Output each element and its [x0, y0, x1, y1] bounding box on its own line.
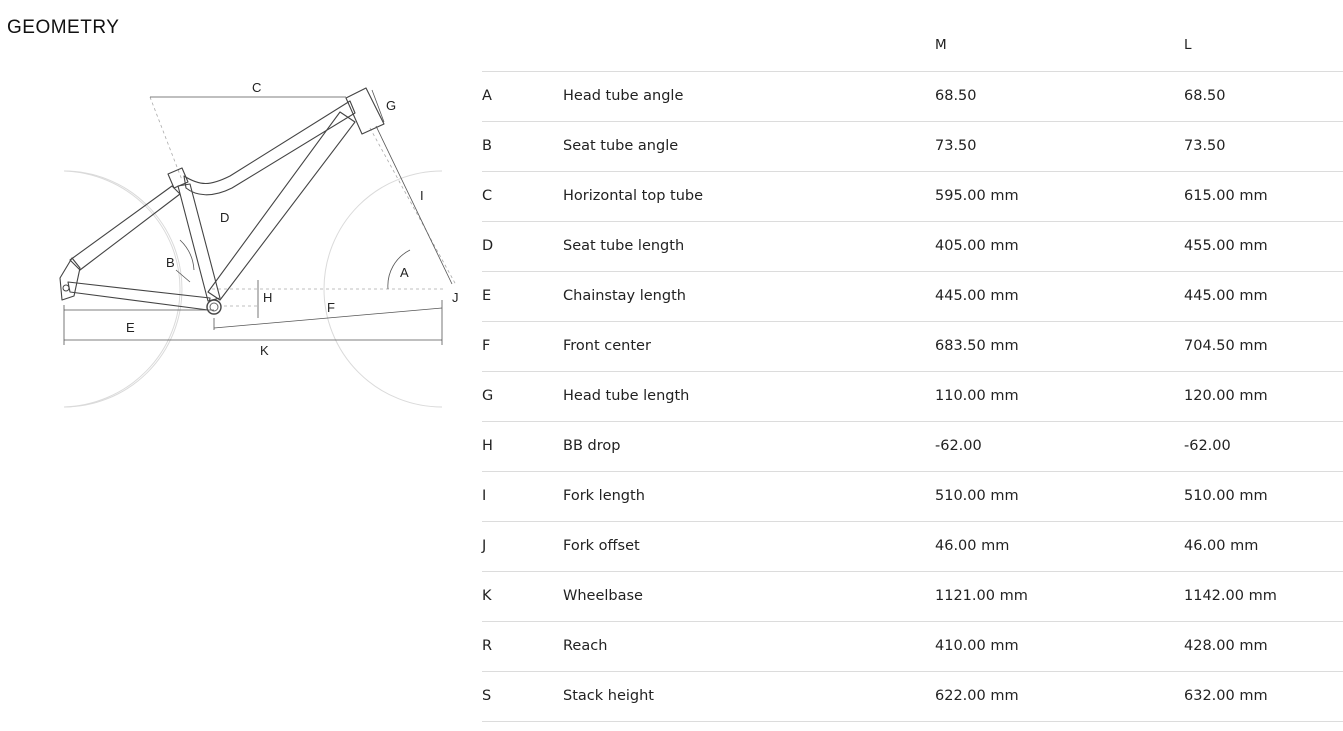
- diagram-label-j: J: [452, 290, 459, 305]
- steering-axis-line: [370, 128, 456, 285]
- down-tube: [208, 112, 355, 300]
- row-value-l: 68.50: [1184, 71, 1343, 121]
- geometry-table: [482, 20, 1343, 722]
- diagram-label-k: K: [260, 343, 269, 358]
- angle-arc-b: [180, 240, 194, 270]
- row-name: Horizontal top tube: [563, 171, 935, 221]
- rear-dropout: [60, 258, 80, 300]
- bike-geometry-diagram: [0, 0, 470, 420]
- table-row: [482, 421, 1343, 471]
- row-value-l: 120.00 mm: [1184, 371, 1343, 421]
- row-value-l: 428.00 mm: [1184, 621, 1343, 671]
- row-key: I: [482, 471, 563, 521]
- row-name: Seat tube length: [563, 221, 935, 271]
- row-value-m: 410.00 mm: [935, 621, 1184, 671]
- row-value-l: 510.00 mm: [1184, 471, 1343, 521]
- row-value-l: 455.00 mm: [1184, 221, 1343, 271]
- table-row: [482, 171, 1343, 221]
- row-value-m: 110.00 mm: [935, 371, 1184, 421]
- row-name: Chainstay length: [563, 271, 935, 321]
- row-key: G: [482, 371, 563, 421]
- row-name: BB drop: [563, 421, 935, 471]
- row-key: S: [482, 671, 563, 721]
- row-key: K: [482, 571, 563, 621]
- row-value-l: 46.00 mm: [1184, 521, 1343, 571]
- row-value-m: 622.00 mm: [935, 671, 1184, 721]
- table-row: [482, 471, 1343, 521]
- row-name: Reach: [563, 621, 935, 671]
- row-key: H: [482, 421, 563, 471]
- row-name: Wheelbase: [563, 571, 935, 621]
- row-value-l: 73.50: [1184, 121, 1343, 171]
- diagram-label-h: H: [263, 290, 273, 305]
- row-key: F: [482, 321, 563, 371]
- row-value-m: 68.50: [935, 71, 1184, 121]
- rear-wheel-outline-arc: [64, 171, 180, 407]
- row-value-m: 46.00 mm: [935, 521, 1184, 571]
- table-row: [482, 571, 1343, 621]
- geometry-table-body: [482, 71, 1343, 721]
- table-row: [482, 521, 1343, 571]
- row-value-m: 1121.00 mm: [935, 571, 1184, 621]
- bottom-bracket: [207, 300, 221, 314]
- row-value-m: 510.00 mm: [935, 471, 1184, 521]
- row-value-l: 445.00 mm: [1184, 271, 1343, 321]
- table-row: [482, 621, 1343, 671]
- bike-frame-drawing: [0, 0, 470, 420]
- row-value-m: 445.00 mm: [935, 271, 1184, 321]
- row-value-m: 73.50: [935, 121, 1184, 171]
- row-value-l: -62.00: [1184, 421, 1343, 471]
- row-value-l: 1142.00 mm: [1184, 571, 1343, 621]
- diagram-label-f: F: [327, 300, 335, 315]
- header-size-l: L: [1184, 20, 1343, 71]
- row-key: B: [482, 121, 563, 171]
- diagram-label-a: A: [400, 265, 409, 280]
- diagram-label-g: G: [386, 98, 397, 113]
- header-key: [482, 20, 563, 71]
- row-name: Stack height: [563, 671, 935, 721]
- table-row: [482, 121, 1343, 171]
- row-key: C: [482, 171, 563, 221]
- table-row: [482, 221, 1343, 271]
- angle-arc-b2: [176, 270, 190, 282]
- row-value-l: 632.00 mm: [1184, 671, 1343, 721]
- chain-stay: [68, 282, 210, 310]
- row-key: E: [482, 271, 563, 321]
- page-title: GEOMETRY: [7, 17, 120, 38]
- diagram-label-i: I: [420, 188, 424, 203]
- seat-stay: [70, 186, 180, 270]
- table-row: [482, 71, 1343, 121]
- diagram-label-b: B: [166, 255, 175, 270]
- diagram-label-d: D: [220, 210, 230, 225]
- row-name: Seat tube angle: [563, 121, 935, 171]
- row-key: A: [482, 71, 563, 121]
- table-row: [482, 671, 1343, 721]
- header-name: [563, 20, 935, 71]
- row-value-m: -62.00: [935, 421, 1184, 471]
- table-row: [482, 371, 1343, 421]
- seat-tube-extension-line: [150, 97, 182, 180]
- row-name: Fork offset: [563, 521, 935, 571]
- row-name: Head tube angle: [563, 71, 935, 121]
- rear-axle: [63, 285, 69, 291]
- row-name: Fork length: [563, 471, 935, 521]
- table-row: [482, 271, 1343, 321]
- dim-line-g: [372, 90, 384, 122]
- diagram-label-c: C: [252, 80, 262, 95]
- header-size-m: M: [935, 20, 1184, 71]
- row-value-l: 704.50 mm: [1184, 321, 1343, 371]
- dim-line-i: [376, 126, 452, 284]
- table-header-row: [482, 20, 1343, 71]
- row-key: R: [482, 621, 563, 671]
- table-row: [482, 321, 1343, 371]
- row-value-l: 615.00 mm: [1184, 171, 1343, 221]
- row-value-m: 595.00 mm: [935, 171, 1184, 221]
- row-value-m: 683.50 mm: [935, 321, 1184, 371]
- row-name: Front center: [563, 321, 935, 371]
- row-value-m: 405.00 mm: [935, 221, 1184, 271]
- row-name: Head tube length: [563, 371, 935, 421]
- top-tube: [184, 101, 355, 195]
- row-key: J: [482, 521, 563, 571]
- diagram-label-e: E: [126, 320, 135, 335]
- row-key: D: [482, 221, 563, 271]
